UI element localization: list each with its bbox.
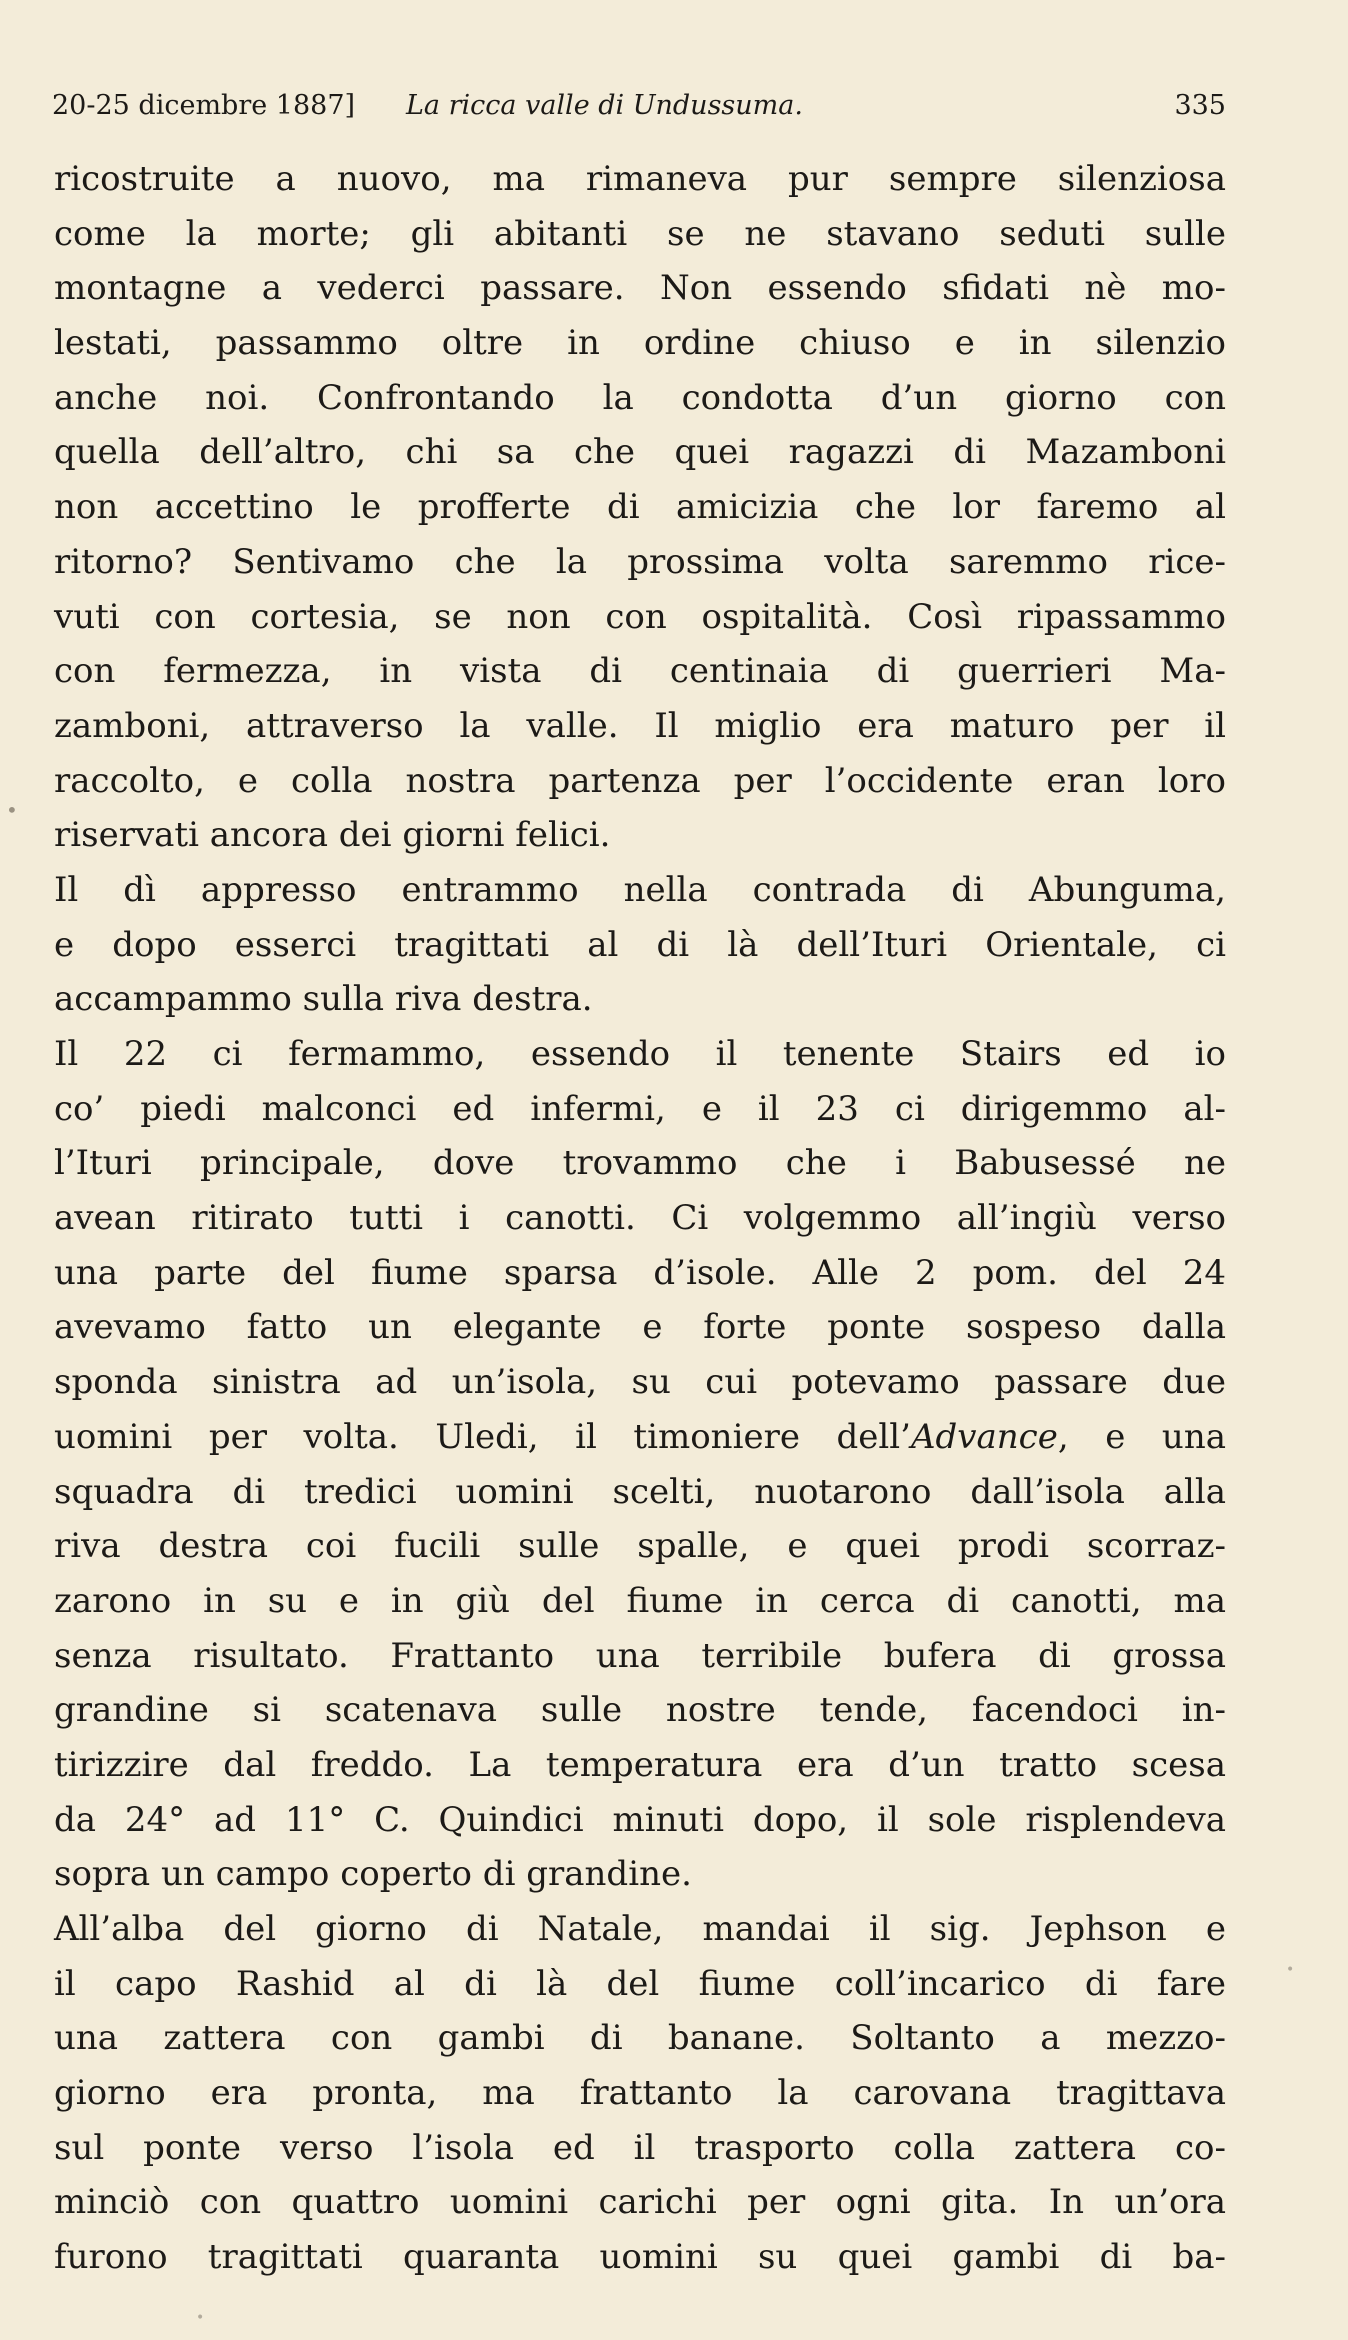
text-line: da 24° ad 11° C. Quindici minuti dopo, il sole risplendeva bbox=[54, 1799, 1226, 1840]
text-line: minciò con quattro uomini carichi per ogni gita. In un’ora bbox=[54, 2182, 1226, 2223]
text-line: All’alba del giorno di Natale, mandai il sig. Jephson e bbox=[54, 1909, 1226, 1949]
text-line: Il dì appresso entrammo nella contrada di Abunguma, bbox=[54, 869, 1226, 910]
body-text bbox=[54, 152, 1226, 2285]
text-line: vuti con cortesia, se non con ospitalità. Così ripassammo bbox=[54, 596, 1226, 637]
text-line: e dopo esserci tragittati al di là dell’Ituri Orientale, ci bbox=[54, 924, 1226, 965]
margin-dot-mark: • bbox=[196, 2310, 205, 2326]
text-line: raccolto, e colla nostra partenza per l’occidente eran loro bbox=[54, 760, 1226, 801]
text-line: ricostruite a nuovo, ma rimaneva pur sempre silenziosa bbox=[54, 159, 1226, 199]
text-line: riva destra coi fucili sulle spalle, e quei prodi scorraz- bbox=[54, 1526, 1226, 1567]
text-line: avean ritirato tutti i canotti. Ci volgemmo all’ingiù verso bbox=[54, 1198, 1226, 1239]
text-line: grandine si scatenava sulle nostre tende, facendoci in- bbox=[54, 1690, 1226, 1731]
text-line: sponda sinistra ad un’isola, su cui potevamo passare due bbox=[54, 1362, 1226, 1403]
text-fragment: uomini per volta. Uledi, il timoniere dell’ bbox=[54, 1416, 911, 1457]
text-line: sopra un campo coperto di grandine. bbox=[54, 1854, 692, 1895]
text-fragment: , e una bbox=[1057, 1416, 1226, 1457]
margin-dot-mark: • bbox=[1286, 1962, 1295, 1978]
text-line-with-italic bbox=[54, 1410, 1226, 1465]
text-line: zamboni, attraverso la valle. Il miglio era maturo per il bbox=[54, 705, 1226, 746]
text-line: una parte del fiume sparsa d’isole. Alle 2 pom. del 24 bbox=[54, 1252, 1226, 1293]
text-line: l’Ituri principale, dove trovammo che i Babusessé ne bbox=[54, 1143, 1226, 1184]
text-line: una zattera con gambi di banane. Soltanto a mezzo- bbox=[54, 2018, 1226, 2059]
running-header bbox=[52, 84, 1226, 128]
text-line: squadra di tredici uomini scelti, nuotarono dall’isola alla bbox=[54, 1471, 1226, 1512]
text-line: giorno era pronta, ma frattanto la carovana tragittava bbox=[54, 2073, 1226, 2114]
text-line: lestati, passammo oltre in ordine chiuso e in silenzio bbox=[54, 323, 1226, 364]
ship-name: Advance bbox=[910, 1416, 1058, 1457]
text-line: furono tragittati quaranta uomini su quei gambi di ba- bbox=[54, 2237, 1226, 2278]
text-line: senza risultato. Frattanto una terribile bufera di grossa bbox=[54, 1635, 1226, 1676]
header-date-range: 20-25 dicembre 1887] bbox=[52, 90, 356, 121]
text-line: zarono in su e in giù del fiume in cerca di canotti, ma bbox=[54, 1580, 1226, 1621]
page-number: 335 bbox=[1174, 90, 1226, 121]
text-line: il capo Rashid al di là del fiume coll’incarico di fare bbox=[54, 1963, 1226, 2004]
text-line: non accettino le profferte di amicizia che lor faremo al bbox=[54, 487, 1226, 528]
text-line: riservati ancora dei giorni felici. bbox=[54, 815, 611, 856]
text-line: montagne a vederci passare. Non essendo sfidati nè mo- bbox=[54, 268, 1226, 309]
text-line: Il 22 ci fermammo, essendo il tenente Stairs ed io bbox=[54, 1034, 1226, 1074]
text-line: con fermezza, in vista di centinaia di guerrieri Ma- bbox=[54, 651, 1226, 692]
text-line: sul ponte verso l’isola ed il trasporto colla zattera co- bbox=[54, 2127, 1226, 2168]
text-line: co’ piedi malconci ed infermi, e il 23 ci dirigemmo al- bbox=[54, 1088, 1226, 1129]
text-line: accampammo sulla riva destra. bbox=[54, 979, 593, 1020]
text-line: anche noi. Confrontando la condotta d’un giorno con bbox=[54, 377, 1226, 418]
header-chapter-title: La ricca valle di Undussuma. bbox=[406, 90, 803, 121]
text-line: tirizzire dal freddo. La temperatura era d’un tratto scesa bbox=[54, 1744, 1226, 1785]
text-line: avevamo fatto un elegante e forte ponte sospeso dalla bbox=[54, 1307, 1226, 1348]
margin-dot-mark: • bbox=[6, 798, 18, 822]
text-line: come la morte; gli abitanti se ne stavano seduti sulle bbox=[54, 213, 1226, 254]
text-line: quella dell’altro, chi sa che quei ragazzi di Mazamboni bbox=[54, 432, 1226, 473]
text-line: ritorno? Sentivamo che la prossima volta saremmo rice- bbox=[54, 541, 1226, 582]
